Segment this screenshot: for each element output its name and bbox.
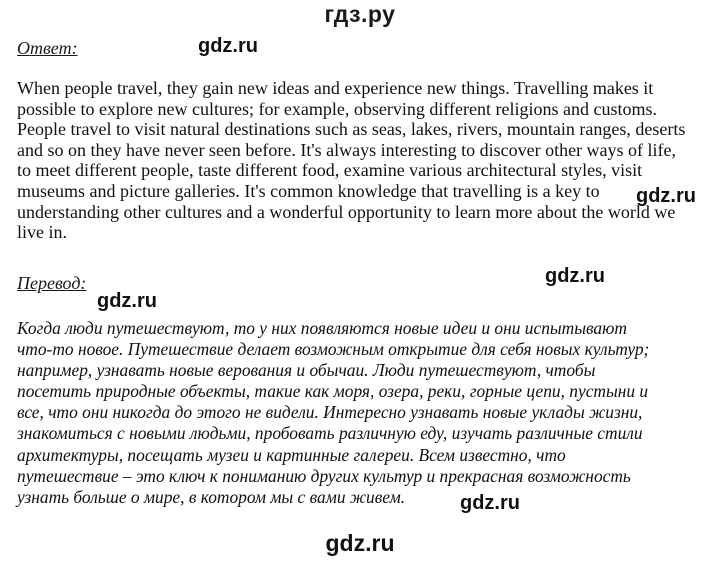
answer-line: possible to explore new cultures; for example, observing different religions and customs. (17, 98, 658, 119)
translation-label: Перевод: (17, 273, 87, 293)
translation-line: все, что они никогда до этого не видели. Интересно узнавать новые уклады жизни, (17, 402, 643, 423)
translation-line: посетить природные объекты, такие как моря, озера, реки, горные цепи, пустыни и (17, 381, 649, 402)
watermark: gdz.ru (198, 35, 258, 57)
translation-paragraph (17, 318, 717, 508)
answer-label: Ответ: (17, 38, 78, 58)
footer-watermark: gdz.ru (325, 530, 395, 556)
watermark: gdz.ru (97, 290, 157, 312)
translation-line: что-то новое. Путешествие делает возможным открытие для себя новых культур; (17, 339, 650, 360)
answer-line: to meet different people, taste different food, examine various architectural styles, visit (17, 160, 643, 181)
answer-line: People travel to visit natural destinations such as seas, lakes, rivers, mountain ranges, deserts (17, 119, 686, 140)
watermark: gdz.ru (545, 265, 605, 287)
site-title: гдз.ру (324, 1, 396, 27)
answer-line: When people travel, they gain new ideas and experience new things. Travelling makes it (17, 78, 654, 98)
watermark: gdz.ru (460, 492, 520, 514)
watermark: gdz.ru (636, 185, 696, 207)
translation-line: например, узнавать новые верования и обычаи. Люди путешествуют, чтобы (17, 360, 596, 381)
answer-line: and so on they have never seen before. It's always interesting to discover other ways of life, (17, 139, 677, 160)
answer-line: museums and picture galleries. It's common knowledge that travelling is a key to (17, 180, 600, 201)
translation-line: путешествие – это ключ к пониманию других культур и прекрасная возможность (17, 465, 631, 486)
answer-paragraph (17, 78, 717, 243)
answer-line: live in. (17, 222, 67, 243)
translation-line: знакомиться с новыми людьми, пробовать различную еду, изучать различные стили (17, 423, 643, 444)
translation-line: узнать больше о мире, в котором мы с вами живем. (17, 486, 406, 507)
translation-line: архитектуры, посещать музеи и картинные галереи. Всем известно, что (17, 444, 566, 465)
translation-line: Когда люди путешествуют, то у них появляются новые идеи и они испытывают (17, 318, 627, 338)
answer-line: understanding other cultures and a wonderful opportunity to learn more about the world we (17, 201, 676, 222)
